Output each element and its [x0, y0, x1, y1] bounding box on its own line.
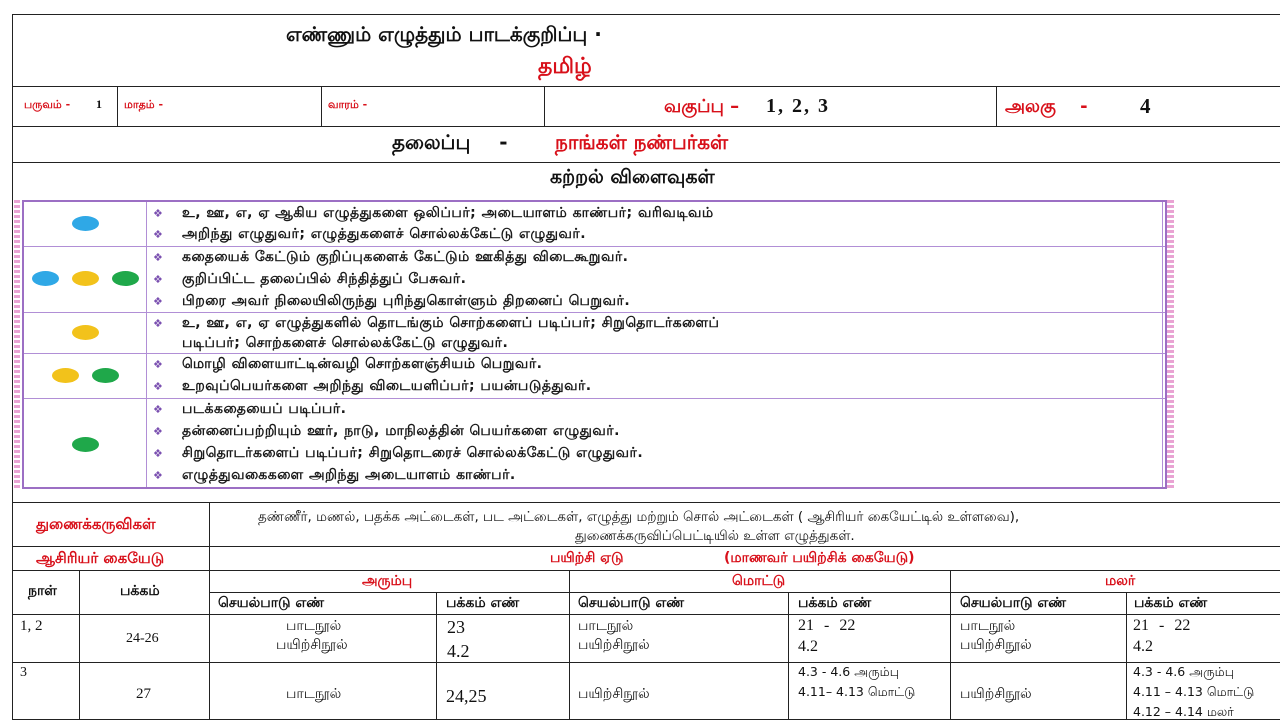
outcome-line: படிப்பர்; சொற்களைச் சொல்லக்கேட்டு எழுதுவர். [182, 335, 509, 351]
indicator-dot [72, 437, 99, 452]
unit-label: அலகு - [1005, 96, 1088, 117]
outcome-line: குறிப்பிட்ட தலைப்பில் சிந்தித்துப் பேசுவர். [182, 271, 467, 287]
row2-mottu-page-2: 4.11– 4.13 மொட்டு [798, 684, 916, 699]
outcome-line: உ, ஊ, எ, ஏ எழுத்துகளில் தொடங்கும் சொற்களைப் படிப்பர்; சிறுதொடர்களைப் [182, 315, 720, 331]
bullet-icon: ❖ [153, 251, 163, 264]
teacher-guide-label: ஆசிரியர் கையேடு [36, 549, 165, 567]
bullet-icon: ❖ [153, 207, 163, 220]
row1-malar-page-1: 21 - 22 [1133, 617, 1191, 634]
row2-malar-page-3: 4.12 – 4.14 மலர் [1133, 704, 1234, 719]
subject-title: தமிழ் [538, 54, 592, 79]
bullet-icon: ❖ [153, 425, 163, 438]
row2-malar-page-1: 4.3 - 4.6 அரும்பு [1133, 664, 1235, 679]
mottu-page-header: பக்கம் எண் [798, 595, 872, 611]
indicator-dot [52, 368, 79, 383]
level-mottu: மொட்டு [732, 573, 786, 589]
row1-mottu-page-1: 21 - 22 [798, 617, 856, 634]
indicator-dot [72, 271, 99, 286]
indicator-dot [72, 216, 99, 231]
class-value: 1, 2, 3 [766, 95, 830, 117]
outcome-line: படக்கதையைப் படிப்பர். [182, 401, 347, 417]
class-label: வகுப்பு – [664, 96, 740, 117]
row2-mottu-page-1: 4.3 - 4.6 அரும்பு [798, 664, 900, 679]
malar-page-header: பக்கம் எண் [1134, 595, 1208, 611]
row2-arumbu-act-1: பாடநூல் [286, 686, 342, 702]
bullet-icon: ❖ [153, 469, 163, 482]
outcome-line: மொழி விளையாட்டின்வழி சொற்களஞ்சியம் பெறுவர். [182, 356, 543, 372]
malar-activity-header: செயல்பாடு எண் [960, 595, 1067, 611]
workbook-sublabel: (மாணவர் பயிற்சிக் கையேடு) [724, 550, 915, 566]
aids-text-line1: தண்ணீர், மணல், பதக்க அட்டைகள், பட அட்டைகள், எழுத்து மற்றும் சொல் அட்டைகள் ( ஆசிரியர் கையேட்டில் உள்ளவை), [258, 509, 1020, 525]
row1-arumbu-page-2: 4.2 [447, 641, 470, 661]
month-label: மாதம் - [124, 98, 164, 111]
column-page: பக்கம் [120, 583, 160, 599]
arumbu-page-header: பக்கம் எண் [446, 595, 520, 611]
row1-mottu-act-1: பாடநூல் [578, 618, 634, 634]
row1-day: 1, 2 [20, 618, 43, 634]
term-label: பருவம் - [24, 98, 71, 111]
outcome-line: சிறுதொடர்களைப் படிப்பர்; சிறுதொடரைச் சொல்லக்கேட்டு எழுதுவர். [182, 445, 644, 461]
row1-malar-page-2: 4.2 [1133, 638, 1153, 655]
row2-mottu-act-1: பயிற்சிநூல் [578, 686, 650, 702]
aids-text-line2: துணைக்கருவிப்பெட்டியில் உள்ள எழுத்துகள். [575, 528, 855, 544]
aids-label: துணைக்கருவிகள் [36, 515, 156, 533]
outcome-line: உ, ஊ, எ, ஏ ஆகிய எழுத்துகளை ஒலிப்பர்; அடையாளம் காண்பர்; வரிவடிவம் [182, 205, 714, 221]
row1-arumbu-act-1: பாடநூல் [286, 618, 342, 634]
row2-malar-page-2: 4.11 – 4.13 மொட்டு [1133, 684, 1255, 699]
workbook-label: பயிற்சி ஏடு [550, 550, 624, 566]
bullet-icon: ❖ [153, 403, 163, 416]
row1-arumbu-page-1: 23 [447, 617, 465, 637]
row1-page: 24-26 [126, 631, 159, 646]
topic-value: நாங்கள் நண்பர்கள் [555, 130, 729, 154]
outcome-line: கதையைக் கேட்டும் குறிப்புகளைக் கேட்டும் ஊகித்து விடைகூறுவர். [182, 249, 629, 265]
row1-mottu-act-2: பயிற்சிநூல் [578, 637, 650, 653]
learning-outcomes-box [22, 200, 1167, 489]
bullet-icon: ❖ [153, 228, 163, 241]
topic-label: தலைப்பு - [392, 130, 508, 154]
column-day: நாள் [28, 583, 57, 599]
row2-day: 3 [20, 665, 27, 680]
outcome-line: பிறரை அவர் நிலையிலிருந்து புரிந்துகொள்ளும் திறனைப் பெறுவர். [182, 293, 631, 309]
outcome-line: தன்னைப்பற்றியும் ஊர், நாடு, மாநிலத்தின் பெயர்களை எழுதுவர். [182, 423, 620, 439]
decorative-border-right [1167, 200, 1174, 489]
outcome-line: அறிந்து எழுதுவர்; எழுத்துகளைச் சொல்லக்கேட்டு எழுதுவர். [182, 226, 587, 242]
decorative-border-left [14, 200, 20, 489]
week-label: வாரம் - [328, 98, 368, 111]
indicator-dot [72, 325, 99, 340]
bullet-icon: ❖ [153, 447, 163, 460]
bullet-icon: ❖ [153, 380, 163, 393]
row2-arumbu-page-1: 24,25 [446, 686, 487, 706]
row2-page: 27 [136, 686, 151, 702]
row1-arumbu-act-2: பயிற்சிநூல் [276, 637, 348, 653]
term-value: 1 [96, 97, 102, 111]
bullet-icon: ❖ [153, 358, 163, 371]
unit-value: 4 [1140, 94, 1151, 118]
outcomes-heading: கற்றல் விளைவுகள் [550, 166, 715, 188]
bullet-icon: ❖ [153, 273, 163, 286]
level-malar: மலர் [1105, 573, 1136, 589]
outcome-line: எழுத்துவகைகளை அறிந்து அடையாளம் காண்பர். [182, 467, 516, 483]
indicator-dot [32, 271, 59, 286]
row1-mottu-page-2: 4.2 [798, 638, 818, 655]
level-arumbu: அரும்பு [362, 573, 413, 589]
row2-malar-act-1: பயிற்சிநூல் [960, 686, 1032, 702]
outcome-line: உறவுப்பெயர்களை அறிந்து விடையளிப்பர்; பயன்படுத்துவர். [182, 378, 592, 394]
row1-malar-act-2: பயிற்சிநூல் [960, 637, 1032, 653]
row1-malar-act-1: பாடநூல் [960, 618, 1016, 634]
bullet-icon: ❖ [153, 295, 163, 308]
mottu-activity-header: செயல்பாடு எண் [578, 595, 685, 611]
bullet-icon: ❖ [153, 317, 163, 330]
indicator-dot [92, 368, 119, 383]
indicator-dot [112, 271, 139, 286]
arumbu-activity-header: செயல்பாடு எண் [218, 595, 325, 611]
page-title: எண்ணும் எழுத்தும் பாடக்குறிப்பு · [286, 22, 602, 46]
